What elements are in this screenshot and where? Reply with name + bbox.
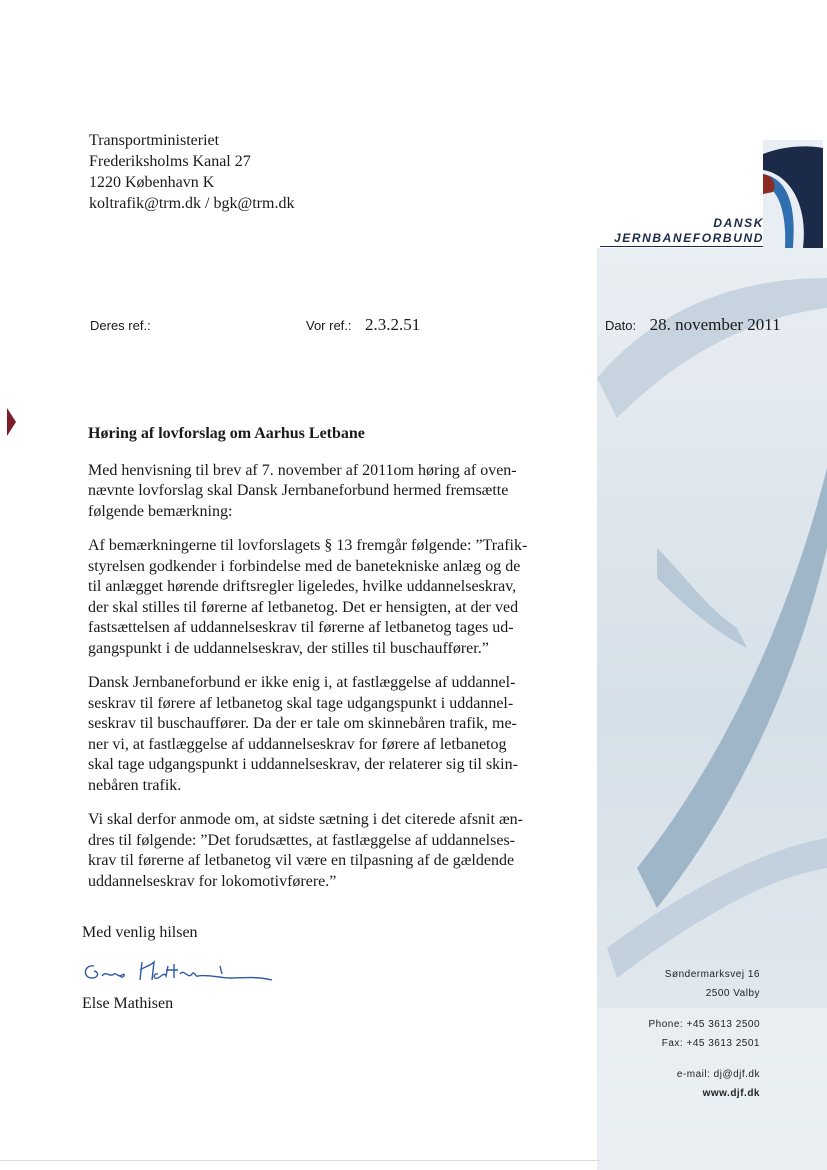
letter-paragraph (88, 810, 558, 892)
date-label: Dato: (605, 318, 637, 333)
deres-ref (90, 315, 161, 335)
closing: Med venlig hilsen (82, 924, 198, 941)
logo-line-2: JERNBANEFORBUND (613, 231, 764, 245)
contact-fax: Fax: +45 3613 2501 (661, 1038, 760, 1049)
letter-paragraph (88, 536, 558, 659)
contact-phone: Phone: +45 3613 2500 (648, 1019, 760, 1030)
recipient-line: koltrafik@trm.dk / bgk@trm.dk (89, 195, 295, 212)
paragraph-line: Af bemærkningerne til lovforslagets § 13 fremgår følgende: ”Trafik- (88, 537, 528, 554)
paragraph-line: fastsættelsen af uddannelseskrav til førerne af letbanetog tages ud- (88, 619, 514, 636)
paragraph-line: styrelsen godkender i forbindelse med de banetekniske anlæg og de (88, 557, 521, 575)
deres-ref-label: Deres ref.: (90, 318, 151, 333)
paragraph-line: skal tage udgangspunkt i uddannelseskrav, der relaterer sig til skin- (88, 756, 518, 773)
contact-email[interactable]: e-mail: dj@djf.dk (676, 1069, 760, 1080)
contact-street: Søndermarksvej 16 (664, 969, 760, 980)
signer-name: Else Mathisen (82, 995, 174, 1012)
paragraph-line: til anlægget hørende driftsregler ligeledes, hvilke uddannelseskrav, (88, 578, 517, 595)
signature-image (80, 956, 280, 992)
paragraph-line: krav til førerne af letbanetog vil være en tilpasning af de gældende (88, 852, 515, 869)
recipient-address (89, 130, 294, 214)
paragraph-line: der skal stilles til førerne af letbanetog. Det er hensigten, at der ved (88, 598, 519, 616)
paragraph-line: nævnte lovforslag skal Dansk Jernbaneforbund hermed fremsætte (88, 482, 509, 499)
paragraph-line: Vi skal derfor anmode om, at sidste sætning i det citerede afsnit æn- (88, 811, 523, 828)
vor-ref-value: 2.3.2.51 (365, 315, 421, 334)
paragraph-line: gangspunkt i de uddannelseskrav, der stilles til buschauffører.” (88, 639, 489, 657)
contact-block (649, 965, 760, 1103)
paragraph-line: seskrav til buschauffører. Da der er tale om skinnebåren trafik, me- (88, 715, 517, 732)
letter-paragraph (88, 673, 558, 796)
logo-wordmark (614, 216, 764, 246)
logo-line-1: DANSK (713, 216, 764, 230)
letter-body (88, 424, 558, 906)
paragraph-line: seskrav til førere af letbanetog skal tage udgangspunkt i uddannel- (88, 694, 514, 712)
paragraph-line: dres til følgende: ”Det forudsættes, at fastlæggelse af uddannelses- (88, 831, 515, 849)
letter-paragraphs (88, 461, 558, 893)
vor-ref-label: Vor ref.: (306, 318, 352, 333)
logo-mark (763, 140, 823, 248)
recipient-line: 1220 København K (89, 174, 215, 191)
date-value: 28. november 2011 (649, 315, 781, 334)
paragraph-line: Dansk Jernbaneforbund er ikke enig i, at fastlæggelse af uddannel- (88, 674, 516, 691)
paragraph-line: Med henvisning til brev af 7. november af 2011om høring af oven- (88, 461, 517, 479)
paragraph-line: uddannelseskrav for lokomotivførere.” (88, 872, 337, 890)
page-bottom-rule (0, 1160, 600, 1161)
paragraph-line: nebåren trafik. (88, 776, 182, 794)
paragraph-line: ner vi, at fastlæggelse af uddannelseskrav for førere af letbanetog (88, 735, 507, 753)
paragraph-line: følgende bemærkning: (88, 502, 233, 520)
recipient-line: Transportministeriet (89, 132, 220, 149)
contact-city: 2500 Valby (705, 988, 760, 999)
margin-marker (7, 408, 16, 436)
vor-ref (306, 315, 420, 335)
contact-web[interactable]: www.djf.dk (702, 1088, 760, 1099)
letter-paragraph (88, 461, 558, 523)
logo-rule (600, 246, 763, 247)
letter-title: Høring af lovforslag om Aarhus Letbane (88, 425, 365, 442)
date (605, 315, 781, 335)
recipient-line: Frederiksholms Kanal 27 (89, 153, 251, 170)
